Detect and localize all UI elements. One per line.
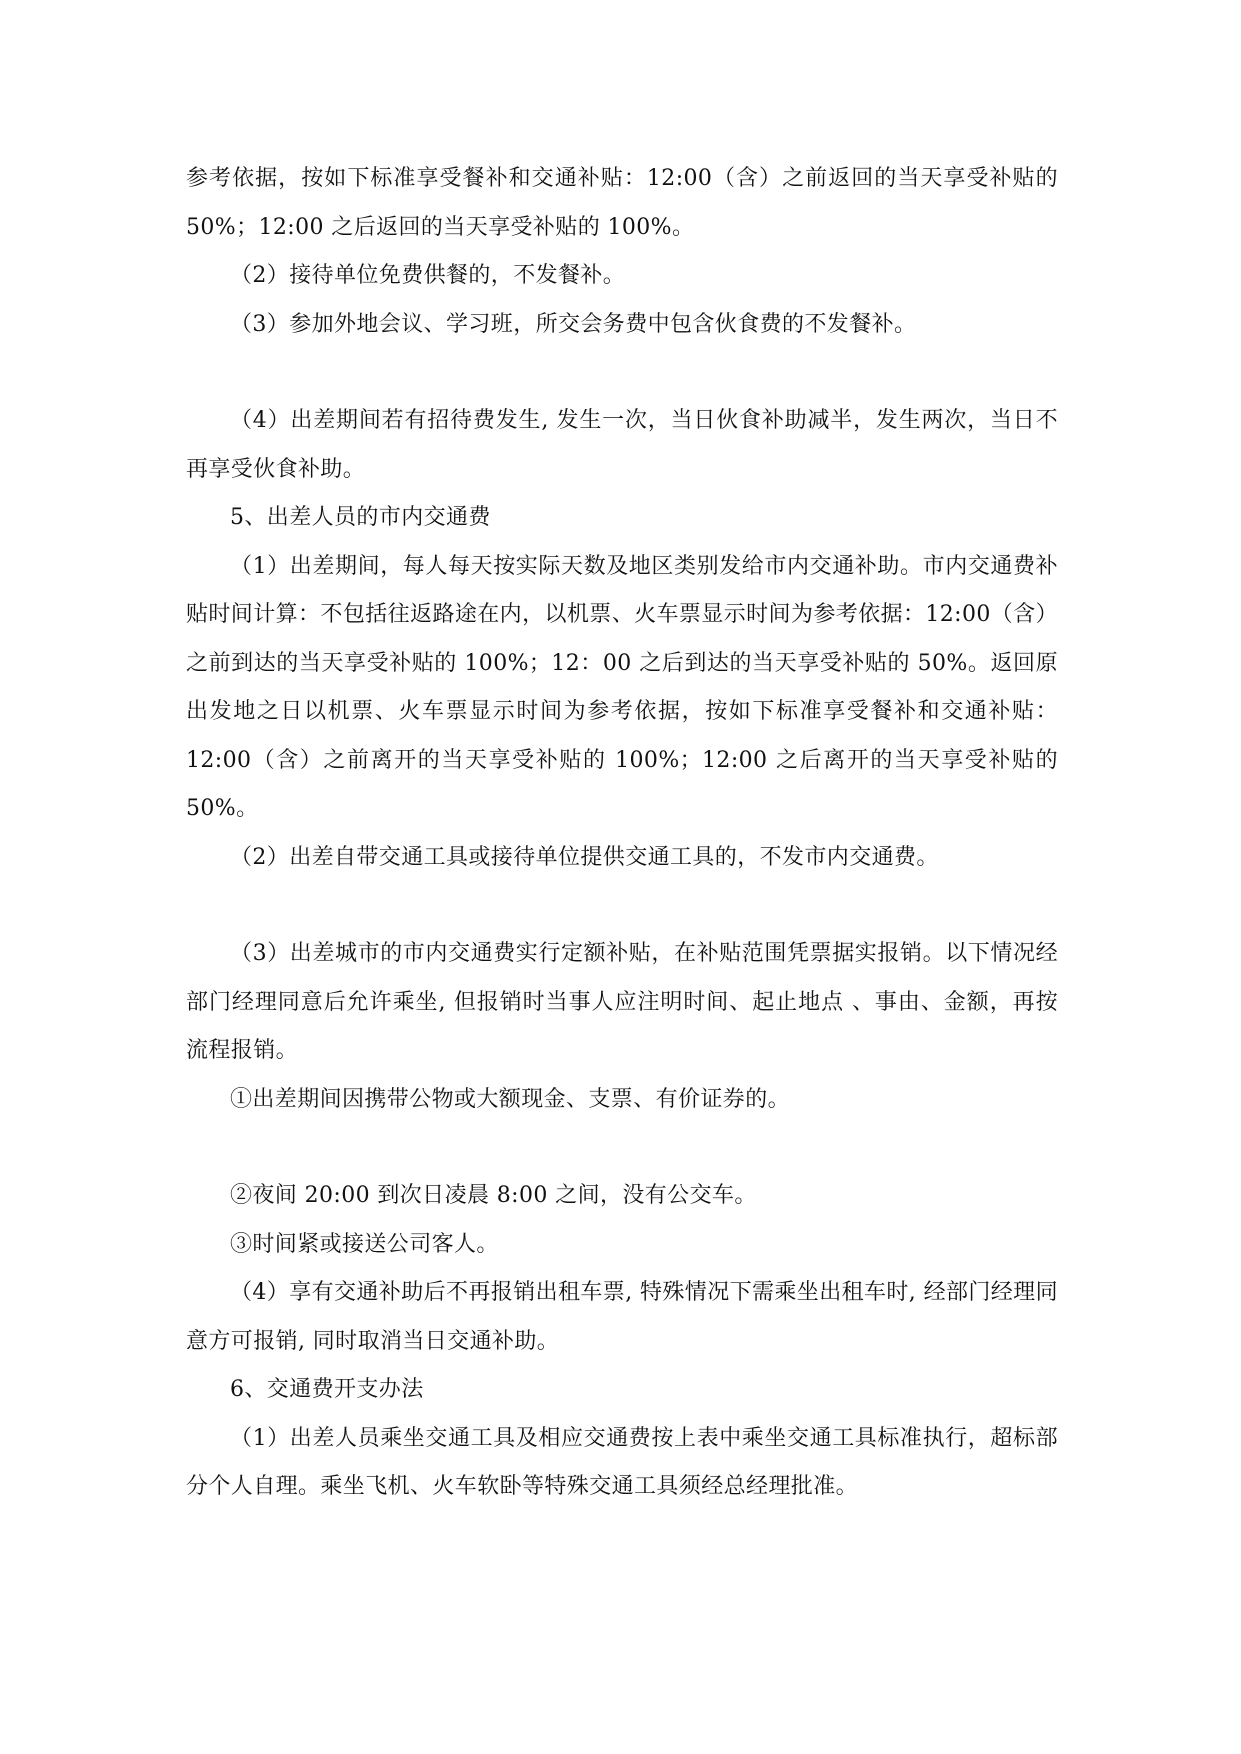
paragraph-local-transport-allowance: （1）出差期间，每人每天按实际天数及地区类别发给市内交通补助。市内交通费补贴时间计算：不包括往返路途在内，以机票、火车票显示时间为参考依据：12:00（含）之前到达的当天享受补贴的 100%；12：00 之后到达的当天享受补贴的 50%。返回原出发地之日以机票、火车票显示时间为参考依据，按如下标准享受餐补和交通补贴：12:00（含）之前离开的当天享受补贴的 100%；12:00 之后离开的当天享受补贴的 50%。 [186,553,1058,821]
paragraph-fixed-allowance: （3）出差城市的市内交通费实行定额补贴，在补贴范围凭票据实报销。以下情况经部门经理同意后允许乘坐, 但报销时当事人应注明时间、起止地点 、事由、金额，再按流程报销。 [186,941,1058,1063]
paragraph-hospitality-expense: （4）出差期间若有招待费发生, 发生一次，当日伙食补助减半，发生两次，当日不再享受伙食补助。 [186,408,1058,482]
paragraph-transport-standard: （1）出差人员乘坐交通工具及相应交通费按上表中乘坐交通工具标准执行，超标部分个人自理。乘坐飞机、火车软卧等特殊交通工具须经总经理批准。 [186,1425,1058,1499]
paragraph-free-meal: （2）接待单位免费供餐的，不发餐补。 [230,263,626,288]
section-heading-transport-expense: 6、交通费开支办法 [230,1377,424,1402]
section-heading-local-transport: 5、出差人员的市内交通费 [230,505,491,530]
paragraph-meal-allowance-return: 参考依据，按如下标准享受餐补和交通补贴：12:00（含）之前返回的当天享受补贴的 50%；12:00 之后返回的当天享受补贴的 100%。 [186,166,1058,240]
list-item-night-travel: ②夜间 20:00 到次日凌晨 8:00 之间，没有公交车。 [230,1183,757,1208]
document-body [186,155,1058,1512]
list-item-carrying-valuables: ①出差期间因携带公物或大额现金、支票、有价证券的。 [230,1086,791,1112]
list-item-urgent-guests: ③时间紧或接送公司客人。 [230,1231,499,1257]
paragraph-own-vehicle: （2）出差自带交通工具或接待单位提供交通工具的，不发市内交通费。 [230,844,939,870]
paragraph-taxi-reimbursement: （4）享有交通补助后不再报销出租车票, 特殊情况下需乘坐出租车时, 经部门经理同意方可报销, 同时取消当日交通补助。 [186,1280,1058,1354]
paragraph-conference-meal: （3）参加外地会议、学习班，所交会务费中包含伙食费的不发餐补。 [230,311,917,337]
